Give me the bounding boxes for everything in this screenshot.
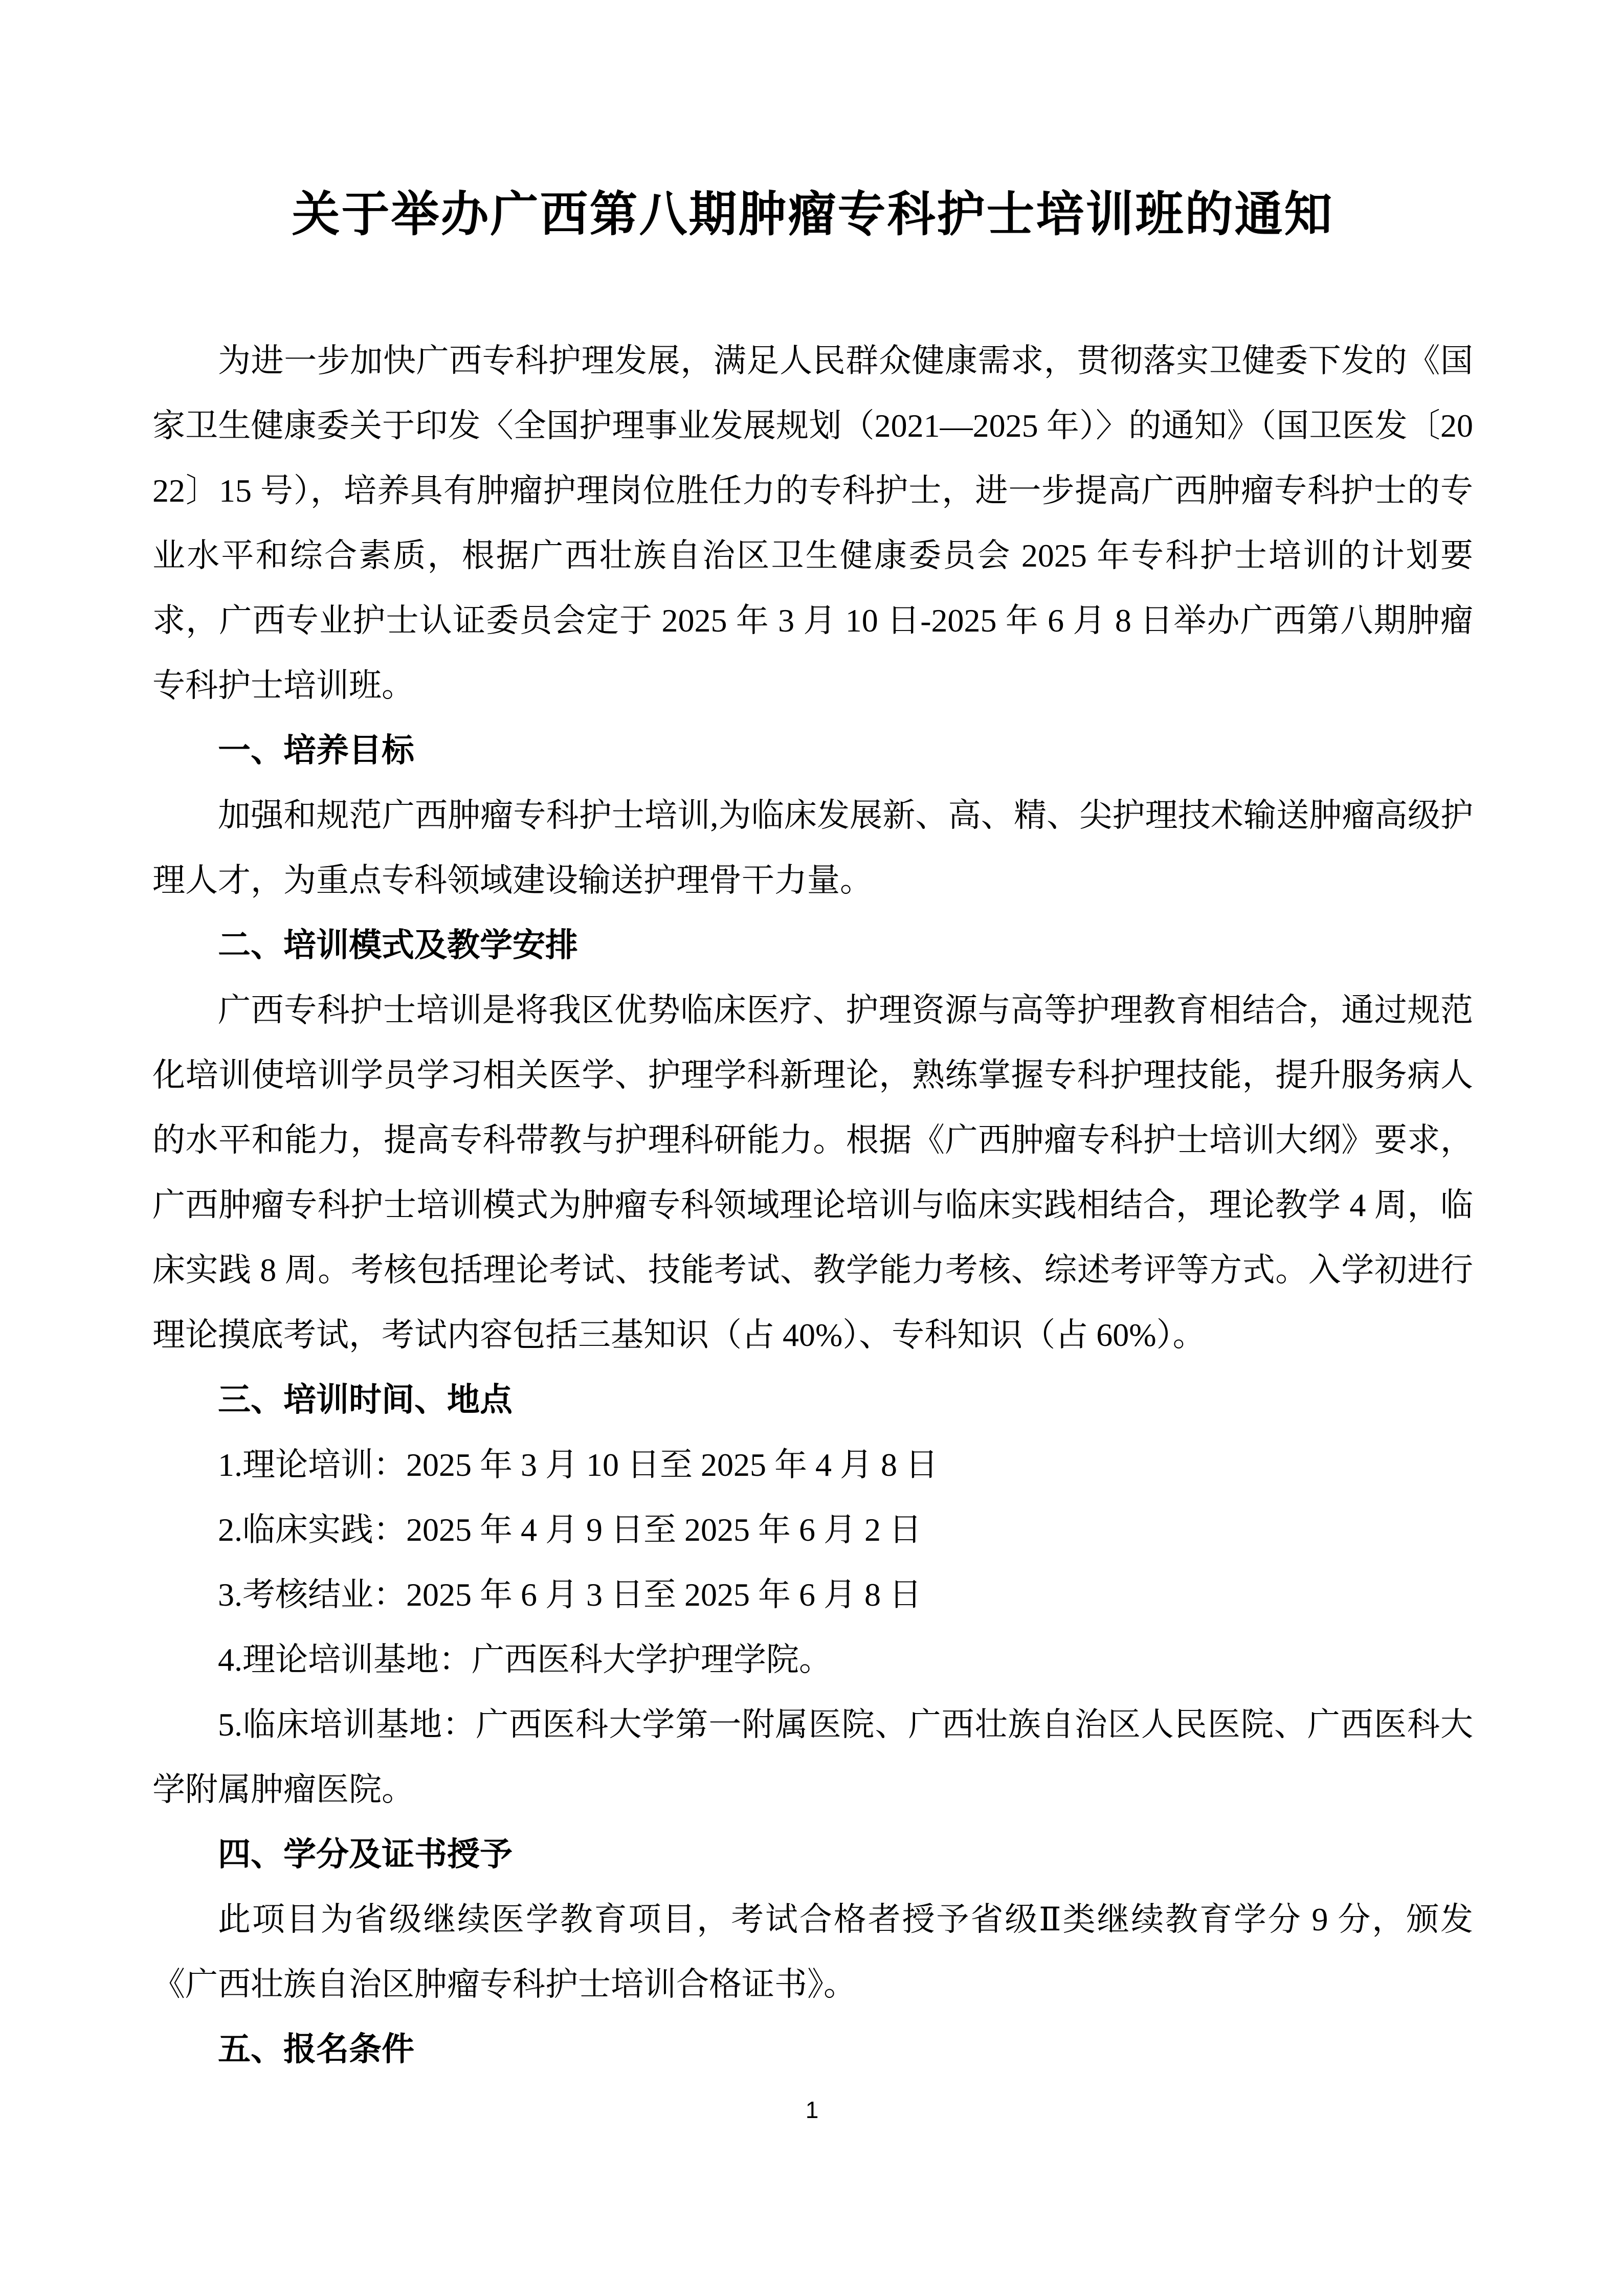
section-heading-3: 三、培训时间、地点 xyxy=(218,1382,513,1418)
document-title: 关于举办广西第八期肿瘤专科护士培训班的通知 xyxy=(292,188,1334,241)
section-heading-2: 二、培训模式及教学安排 xyxy=(218,927,578,963)
paragraph: 为进一步加快广西专科护理发展，满足人民群众健康需求，贯彻落实卫健委下发的《国家卫生健康委关于印发〈全国护理事业发展规划（2021—2025 年）〉的通知》（国卫医发〔2022〕15 号），培养具有肿瘤护理岗位胜任力的专科护士，进一步提高广西肿瘤专科护士的专业水平和综合素质，根据广西壮族自治区卫生健康委员会 2025 年专科护士培训的计划要求，广西专业护士认证委员会定于 2025 年 3 月 10 日-2025 年 6 月 8 日举办广西第八期肿瘤专科护士培训班。 xyxy=(152,343,1473,704)
page-number: 1 xyxy=(805,2097,819,2123)
list-item: 4.理论培训基地：广西医科大学护理学院。 xyxy=(218,1641,832,1678)
paragraph: 加强和规范广西肿瘤专科护士培训,为临床发展新、高、精、尖护理技术输送肿瘤高级护理人才，为重点专科领域建设输送护理骨干力量。 xyxy=(152,797,1473,898)
list-item: 3.考核结业：2025 年 6 月 3 日至 2025 年 6 月 8 日 xyxy=(218,1577,922,1613)
list-item: 5.临床培训基地：广西医科大学第一附属医院、广西壮族自治区人民医院、广西医科大学附属肿瘤医院。 xyxy=(152,1706,1473,1808)
paragraph: 广西专科护士培训是将我区优势临床医疗、护理资源与高等护理教育相结合，通过规范化培训使培训学员学习相关医学、护理学科新理论，熟练掌握专科护理技能，提升服务病人的水平和能力，提高专科带教与护理科研能力。根据《广西肿瘤专科护士培训大纲》要求，广西肿瘤专科护士培训模式为肿瘤专科领域理论培训与临床实践相结合，理论教学 4 周，临床实践 8 周。考核包括理论考试、技能考试、教学能力考核、综述考评等方式。入学初进行理论摸底考试，考试内容包括三基知识（占 40%）、专科知识（占 60%）。 xyxy=(152,992,1473,1353)
list-item: 2.临床实践：2025 年 4 月 9 日至 2025 年 6 月 2 日 xyxy=(218,1512,922,1548)
paragraph: 此项目为省级继续医学教育项目，考试合格者授予省级Ⅱ类继续教育学分 9 分，颁发《广西壮族自治区肿瘤专科护士培训合格证书》。 xyxy=(152,1901,1473,2002)
section-heading-1: 一、培养目标 xyxy=(218,732,414,769)
section-heading-4: 四、学分及证书授予 xyxy=(218,1836,513,1873)
document-body xyxy=(152,179,1473,2082)
list-item: 1.理论培训：2025 年 3 月 10 日至 2025 年 4 月 8 日 xyxy=(218,1447,938,1483)
section-heading-5: 五、报名条件 xyxy=(218,2031,414,2067)
